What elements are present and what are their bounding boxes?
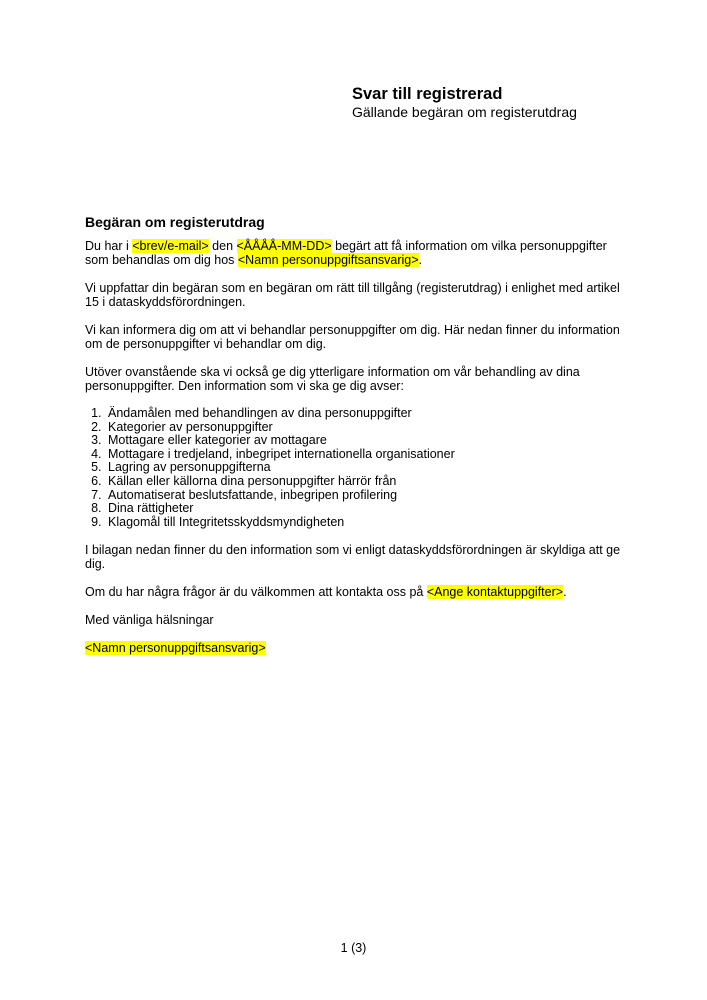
text-segment: .: [563, 585, 567, 600]
document-body: [85, 214, 632, 669]
list-item: 7. Automatiserat beslutsfattande, inbegripen profilering: [105, 489, 632, 503]
paragraph: [85, 585, 632, 599]
section-heading: Begäran om registerutdrag: [85, 214, 265, 230]
paragraph: [85, 613, 632, 627]
text-segment: Om du har några frågor är du välkommen att kontakta oss på: [85, 585, 427, 600]
paragraph: [85, 543, 632, 571]
text-segment: Vi kan informera dig om att vi behandlar personuppgifter om dig. Här nedan finner du information om de personuppgifter vi behandlar om dig.: [85, 323, 620, 351]
document-header: [352, 84, 577, 121]
document-title: Svar till registrerad: [352, 85, 503, 103]
list-item: 4. Mottagare i tredjeland, inbegripet internationella organisationer: [105, 448, 632, 462]
highlight-placeholder: <Namn personuppgiftsansvarig>: [85, 641, 266, 656]
list-item: 9. Klagomål till Integritetsskyddsmyndigheten: [105, 516, 632, 530]
text-segment: Utöver ovanstående ska vi också ge dig ytterligare information om vår behandling av dina personuppgifter. Den information som vi ska ge dig avser:: [85, 365, 580, 393]
text-segment: Med vänliga hälsningar: [85, 613, 214, 628]
highlight-placeholder: <brev/e-mail>: [132, 239, 209, 253]
highlight-placeholder: <ÅÅÅÅ-MM-DD>: [236, 239, 332, 253]
list-item: 1. Ändamålen med behandlingen av dina personuppgifter: [105, 407, 632, 421]
paragraph: [85, 281, 632, 309]
list-item: 5. Lagring av personuppgifterna: [105, 461, 632, 475]
list-item: 2. Kategorier av personuppgifter: [105, 421, 632, 435]
page-number: 1 (3): [340, 941, 367, 955]
page-footer: [0, 941, 707, 955]
text-segment: den: [208, 239, 237, 253]
list-item: 3. Mottagare eller kategorier av mottagare: [105, 434, 632, 448]
text-segment: I bilagan nedan finner du den information som vi enligt dataskyddsförordningen är skyldiga att ge dig.: [85, 543, 621, 572]
text-segment: .: [418, 253, 423, 267]
highlight-placeholder: <Namn personuppgiftsansvarig>: [237, 253, 419, 267]
paragraph: [85, 239, 632, 267]
list-item: 6. Källan eller källorna dina personuppgifter härrör från: [105, 475, 632, 489]
list-item: 8. Dina rättigheter: [105, 502, 632, 516]
content-blocks: [85, 239, 632, 655]
text-segment: begärt att få information om vilka personuppgifter som behandlas om dig hos: [85, 239, 607, 267]
paragraph: [85, 641, 632, 655]
highlight-placeholder: <Ange kontaktuppgifter>: [426, 585, 564, 600]
text-segment: Vi uppfattar din begäran som en begäran om rätt till tillgång (registerutdrag) i enlighet med artikel 15 i dataskyddsförordningen.: [85, 281, 620, 309]
text-segment: Du har i: [85, 239, 133, 253]
document-subtitle: Gällande begäran om registerutdrag: [352, 104, 577, 120]
paragraph: [85, 323, 632, 351]
paragraph: [85, 365, 632, 393]
numbered-list: [85, 407, 632, 529]
